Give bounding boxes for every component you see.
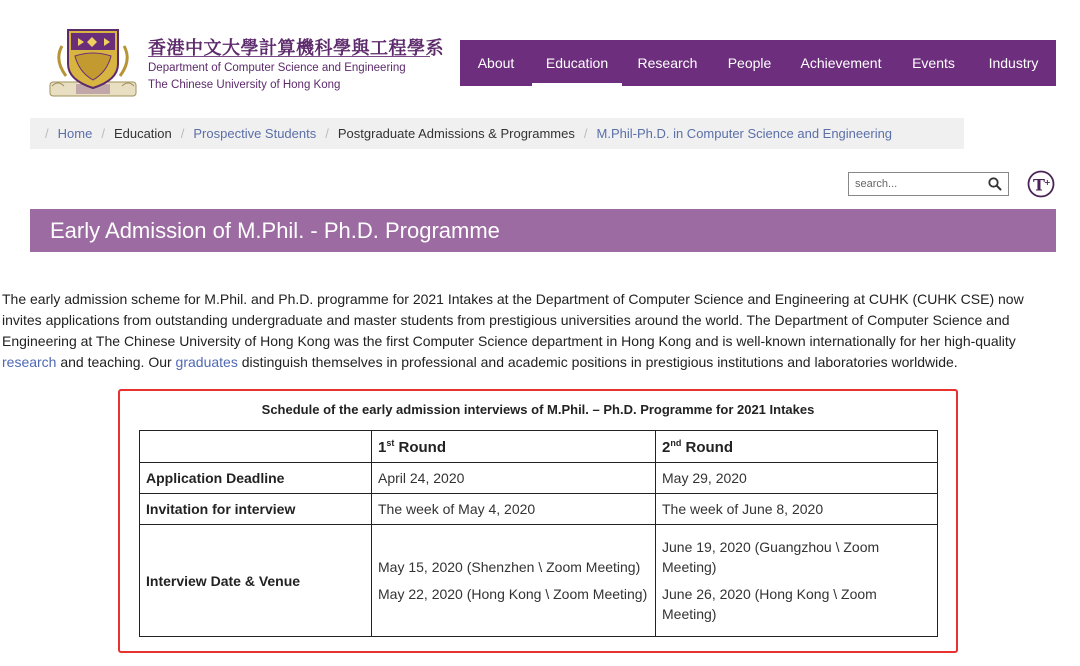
- intro-text: The early admission scheme for M.Phil. and Ph.D. programme for 2021 Intakes at the Department of Computer Science and Engineering at CUHK (CUHK CSE) now invites applications from outstanding undergraduate and master students from prestigious universities around the world. The Department of Computer Science and Engineering at The Chinese University of Hong Kong was the first Computer Science department in Hong Kong and is well-known internationally for her high-quality: [2, 291, 1024, 349]
- breadcrumb-separator: /: [180, 126, 185, 141]
- search-icon[interactable]: [987, 176, 1003, 192]
- nav-achievement[interactable]: Achievement: [800, 55, 882, 71]
- svg-text:T: T: [1033, 175, 1045, 195]
- breadcrumb-postgraduate-admissions[interactable]: Postgraduate Admissions & Programmes: [337, 126, 575, 141]
- breadcrumb-education[interactable]: Education: [113, 126, 172, 141]
- interview-date: May 22, 2020 (Hong Kong \ Zoom Meeting): [378, 586, 648, 602]
- breadcrumb-separator: /: [45, 126, 49, 141]
- schedule-table: [139, 430, 938, 637]
- table-row: [140, 463, 938, 494]
- intro-text: and teaching. Our: [56, 354, 176, 370]
- breadcrumb-mphil-phd[interactable]: M.Phil-Ph.D. in Computer Science and Engineering: [596, 126, 893, 141]
- interview-date: June 26, 2020 (Hong Kong \ Zoom Meeting): [662, 586, 877, 622]
- table-header-round-2: [656, 431, 938, 463]
- header-divider: [148, 56, 430, 57]
- breadcrumb-separator: /: [583, 126, 588, 141]
- table-cell: The week of June 8, 2020: [656, 494, 938, 525]
- table-cell: [372, 525, 656, 637]
- nav-industry[interactable]: Industry: [988, 55, 1039, 71]
- research-link[interactable]: research: [2, 354, 57, 370]
- font-size-icon[interactable]: [1027, 170, 1055, 198]
- nav-events[interactable]: Events: [912, 55, 955, 71]
- table-cell: The week of May 4, 2020: [372, 494, 656, 525]
- row-label: Application Deadline: [140, 463, 372, 494]
- department-name-chinese: 香港中文大學計算機科學與工程學系: [148, 38, 444, 59]
- university-name: The Chinese University of Hong Kong: [148, 79, 341, 91]
- breadcrumb-separator: /: [325, 126, 329, 141]
- svg-text:+: +: [1044, 178, 1051, 187]
- table-cell: [656, 525, 938, 637]
- page-title-bar: [30, 209, 1056, 252]
- search-input[interactable]: [855, 175, 975, 193]
- row-label: Invitation for interview: [140, 494, 372, 525]
- breadcrumb-home[interactable]: Home: [57, 126, 93, 141]
- table-cell: May 29, 2020: [656, 463, 938, 494]
- intro-text: distinguish themselves in professional and academic positions in prestigious institutions and laboratories worldwide.: [237, 354, 958, 370]
- page-title: Early Admission of M.Phil. - Ph.D. Programme: [50, 218, 500, 243]
- interview-date: May 15, 2020 (Shenzhen \ Zoom Meeting): [378, 559, 641, 575]
- table-header-round-1: [372, 431, 656, 463]
- nav-education[interactable]: Education: [532, 40, 622, 86]
- nav-about[interactable]: About: [477, 55, 515, 71]
- main-nav: [460, 40, 1056, 86]
- intro-paragraph: [2, 289, 1064, 373]
- table-cell: April 24, 2020: [372, 463, 656, 494]
- round-number: 2: [662, 438, 671, 456]
- round-word: Round: [681, 438, 733, 456]
- table-row: [140, 494, 938, 525]
- graduates-link[interactable]: graduates: [175, 354, 238, 370]
- round-number: 1: [378, 438, 387, 456]
- search-box: [848, 172, 1009, 196]
- breadcrumb-separator: /: [101, 126, 105, 141]
- breadcrumb-prospective-students[interactable]: Prospective Students: [193, 126, 317, 141]
- table-row: [140, 431, 938, 463]
- table-row: [140, 525, 938, 637]
- round-word: Round: [394, 438, 447, 456]
- ordinal-suffix: nd: [670, 437, 682, 448]
- ordinal-suffix: st: [386, 437, 395, 448]
- breadcrumb: [30, 118, 964, 149]
- table-header-empty: [140, 431, 372, 463]
- row-label: Interview Date & Venue: [140, 525, 372, 637]
- department-name-english: Department of Computer Science and Engineering: [148, 62, 406, 74]
- schedule-caption: Schedule of the early admission interviews of M.Phil. – Ph.D. Programme for 2021 Intakes: [261, 402, 815, 417]
- cuhk-crest-icon[interactable]: [48, 26, 138, 102]
- nav-research[interactable]: Research: [637, 55, 698, 71]
- interview-date: June 19, 2020 (Guangzhou \ Zoom Meeting): [662, 539, 880, 575]
- nav-people[interactable]: People: [727, 55, 772, 71]
